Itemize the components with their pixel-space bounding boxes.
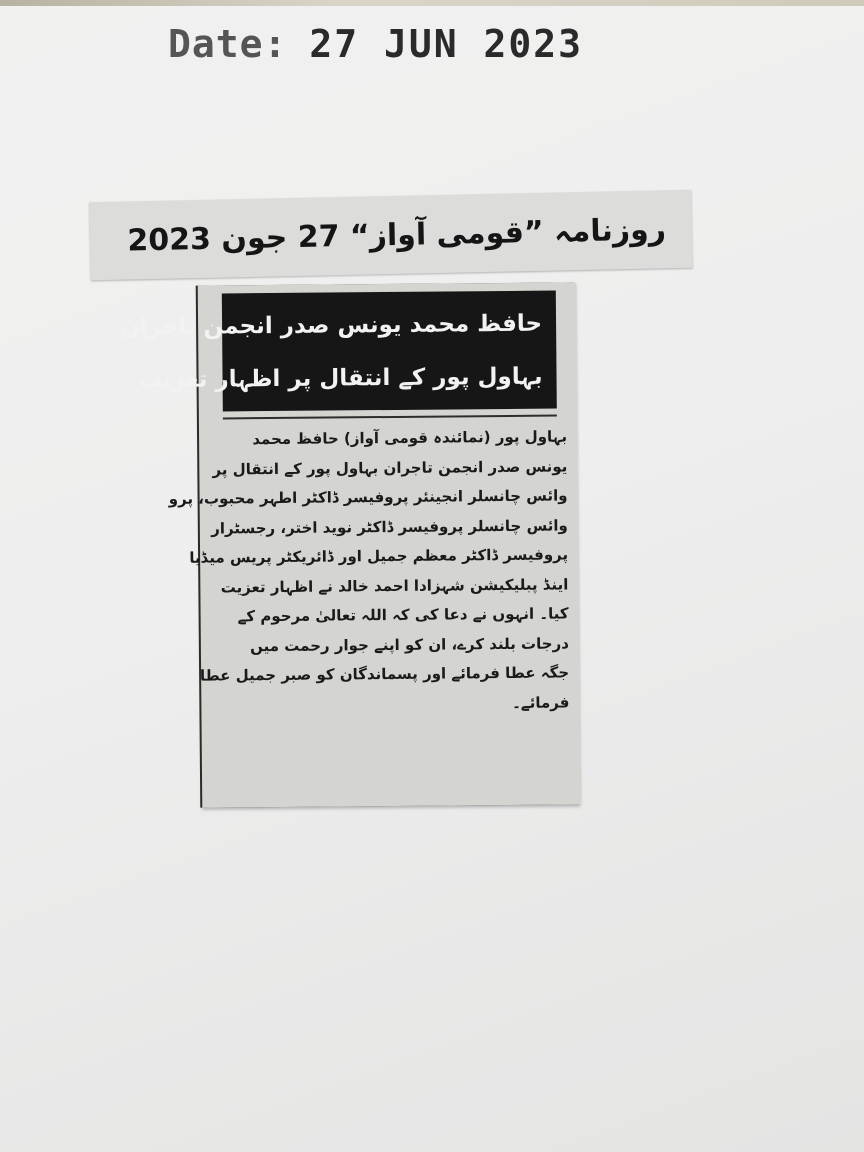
body-line: اینڈ پبلیکیشن شہزادا احمد خالد نے اظہار تعزیت <box>220 574 569 596</box>
news-clipping <box>119 282 581 807</box>
article-body <box>168 422 570 720</box>
date-stamp <box>168 22 583 66</box>
body-line: یونس صدر انجمن تاجران بہاول پور کے انتقال پر <box>212 456 568 479</box>
article-headline <box>119 291 557 412</box>
body-line: وائس چانسلر پروفیسر ڈاکٹر نوید اختر، رجسٹرار <box>211 515 568 538</box>
newspaper-masthead-strip <box>89 190 693 281</box>
body-line: کیا۔ انہوں نے دعا کی کہ اللہ تعالیٰ مرحوم کے <box>237 604 569 626</box>
date-stamp-value: 27 JUN 2023 <box>309 22 584 66</box>
paper-top-edge <box>0 0 864 6</box>
body-line: پروفیسر ڈاکٹر معظم جمیل اور ڈائریکٹر پریس میڈیا <box>189 545 569 567</box>
body-line: فرمائے۔ <box>512 692 570 712</box>
headline-line-1: حافظ محمد یونس صدر انجمن تاجران <box>119 310 543 340</box>
date-stamp-label: Date: <box>168 22 288 66</box>
body-line: بہاول پور (نمائندہ قومی آواز) حافظ محمد <box>252 427 568 449</box>
body-line: جگہ عطا فرمائے اور پسماندگان کو صبر جمیل عطا <box>199 663 570 685</box>
headline-divider <box>223 415 557 420</box>
headline-line-2: بہاول پور کے انتقال پر اظہار تعزیت <box>138 363 543 393</box>
body-line: درجات بلند کرے، ان کو اپنے جوار رحمت میں <box>250 633 569 655</box>
body-line: وائس چانسلر انجینئر پروفیسر ڈاکٹر اطہر محبوب، پرو <box>168 486 568 508</box>
masthead-text: روزنامہ ”قومی آواز“ 27 جون 2023 <box>127 211 667 259</box>
